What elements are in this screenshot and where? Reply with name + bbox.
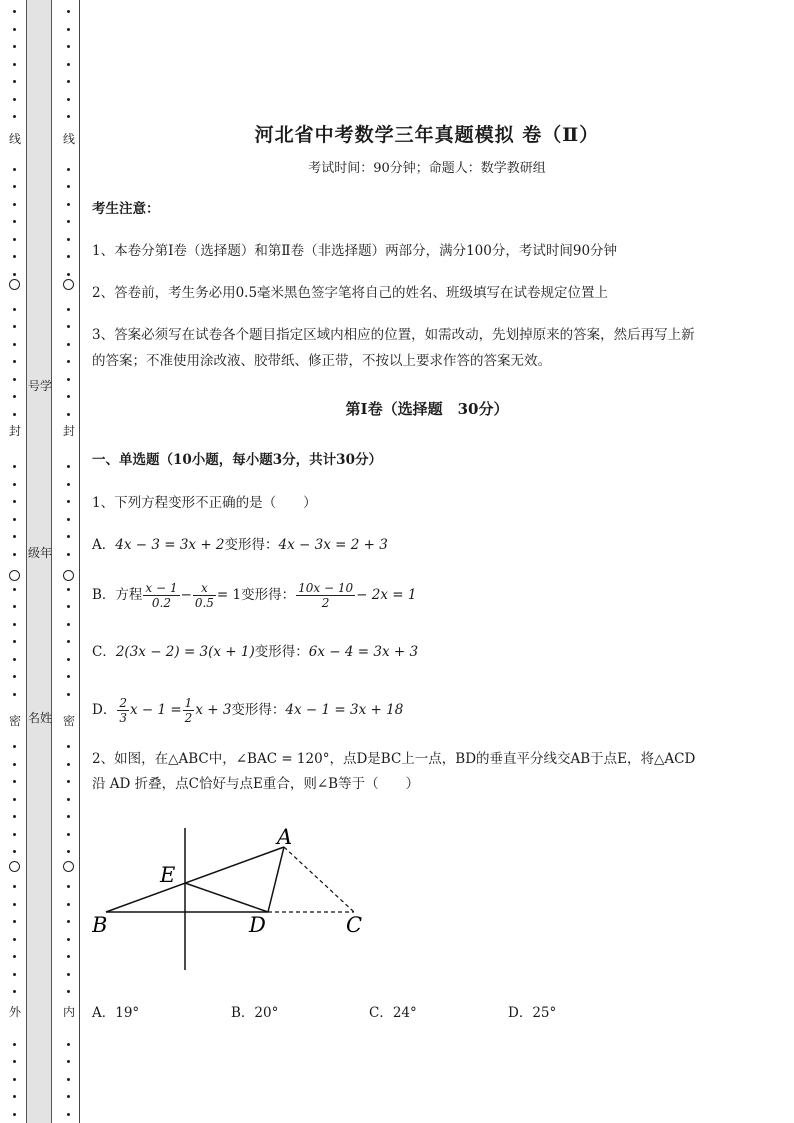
binding-dot (67, 308, 70, 311)
binding-dot (67, 378, 70, 381)
margin-rule (79, 0, 80, 1123)
binding-dot (67, 780, 70, 783)
part1-title: 第Ⅰ卷（选择题 30分） (345, 400, 509, 418)
q1-a-result: 4x − 3x = 2 + 3 (278, 537, 388, 553)
binding-dot (67, 675, 70, 678)
q2-choice-b: B．20° (231, 1005, 279, 1021)
q1-a-label: A． (92, 537, 116, 553)
binding-dot (13, 833, 16, 836)
binding-dot (67, 325, 70, 328)
binding-dot (67, 220, 70, 223)
margin-char-wai: 外 (8, 1005, 21, 1019)
binding-dot (67, 815, 70, 818)
binding-dot (67, 990, 70, 993)
binding-dot (67, 833, 70, 836)
outer-dot-column (8, 0, 22, 1123)
band-label-grade: 级年 (27, 546, 52, 560)
binding-dot (13, 325, 16, 328)
binding-dot (13, 763, 16, 766)
binding-dot (67, 903, 70, 906)
margin-char-xian-inner: 线 (62, 132, 75, 146)
q1-d-mid3: 变形得： (231, 702, 286, 718)
binding-dot (13, 623, 16, 626)
q1-c-mid: 变形得： (254, 644, 309, 660)
binding-dot (67, 850, 70, 853)
binding-circle-mark (9, 570, 20, 581)
binding-dot (13, 413, 16, 416)
binding-dot (67, 1113, 70, 1116)
binding-dot (67, 255, 70, 258)
binding-dot (67, 28, 70, 31)
binding-dot (13, 815, 16, 818)
binding-dot (67, 623, 70, 626)
binding-dot (67, 763, 70, 766)
binding-margin (0, 0, 84, 1123)
triangle-figure (92, 818, 392, 978)
notice-item-1: 1、本卷分第Ⅰ卷（选择题）和第Ⅱ卷（非选择题）两部分，满分100分，考试时间90分钟 (92, 243, 618, 259)
q1-b-frac3-den: 2 (321, 596, 330, 610)
label-d: D (249, 913, 266, 937)
binding-dot (67, 1043, 70, 1046)
margin-char-feng: 封 (8, 424, 21, 438)
q1-d-result: 4x − 1 = 3x + 18 (285, 702, 404, 718)
binding-dot (13, 640, 16, 643)
binding-dot (13, 203, 16, 206)
binding-dot (13, 308, 16, 311)
inner-dot-column (62, 0, 76, 1123)
q1-stem: 1、下列方程变形不正确的是（ ） (92, 495, 317, 511)
binding-dot (67, 640, 70, 643)
binding-dot (13, 693, 16, 696)
binding-dot (67, 465, 70, 468)
binding-dot (67, 483, 70, 486)
binding-dot (67, 745, 70, 748)
margin-char-feng-inner: 封 (62, 424, 75, 438)
q1-d-mid1: x − 1 = (129, 702, 182, 718)
q1-a-equation: 4x − 3 = 3x + 2 (115, 537, 225, 553)
section-heading: 一、单选题（10小题，每小题3分，共计30分） (92, 452, 382, 468)
binding-circle-mark (9, 279, 20, 290)
q1-c-label: C． (92, 644, 116, 660)
binding-dot (67, 1060, 70, 1063)
segment-ac-dashed (284, 847, 354, 912)
binding-dot (13, 28, 16, 31)
binding-dot (67, 98, 70, 101)
margin-char-nei: 内 (62, 1005, 75, 1019)
binding-dot (13, 220, 16, 223)
q1-d-frac1-den: 3 (119, 711, 127, 725)
margin-char-mi-inner: 密 (62, 714, 75, 728)
binding-dot (13, 903, 16, 906)
binding-dot (13, 273, 16, 276)
q2-stem-line2: 沿 AD 折叠，点C恰好与点E重合，则∠B等于（ ） (92, 776, 420, 792)
q1-option-c (92, 639, 418, 665)
binding-dot (13, 80, 16, 83)
q1-b-frac1 (143, 581, 179, 610)
binding-dot (13, 483, 16, 486)
q1-c-equation: 2(3x − 2) = 3(x + 1) (115, 644, 255, 660)
binding-dot (13, 185, 16, 188)
binding-dot (13, 395, 16, 398)
binding-dot (13, 605, 16, 608)
q1-b-label: B．方程 (92, 587, 143, 603)
label-e: E (160, 863, 176, 887)
binding-circle-mark (9, 861, 20, 872)
binding-dot (13, 1043, 16, 1046)
binding-dot (13, 1078, 16, 1081)
binding-circle-mark (63, 570, 74, 581)
binding-dot (67, 343, 70, 346)
q2-stem-line1: 2、如图，在△ABC中，∠BAC = 120°，点D是BC上一点，BD的垂直平分线交AB于点E，将△ACD (92, 751, 696, 767)
binding-dot (67, 45, 70, 48)
binding-dot (67, 920, 70, 923)
binding-circle-mark (63, 279, 74, 290)
segment-ad (268, 847, 284, 912)
q1-b-tail: − 2x = 1 (356, 587, 417, 603)
binding-dot (13, 990, 16, 993)
binding-dot (13, 745, 16, 748)
page-title: 河北省中考数学三年真题模拟 卷（Ⅱ） (254, 124, 600, 146)
binding-dot (67, 938, 70, 941)
binding-dot (67, 605, 70, 608)
binding-dot (13, 955, 16, 958)
q2-choice-d: D．25° (508, 1005, 557, 1021)
binding-dot (13, 798, 16, 801)
binding-dot (67, 395, 70, 398)
band-label-name: 名姓 (27, 711, 52, 725)
binding-dot (67, 413, 70, 416)
binding-circle-mark (63, 861, 74, 872)
binding-dot (13, 465, 16, 468)
segment-ba (106, 847, 284, 912)
q1-b-frac3-num: 10x − 10 (298, 581, 354, 595)
binding-dot (13, 885, 16, 888)
margin-char-mi: 密 (8, 714, 21, 728)
binding-dot (13, 1113, 16, 1116)
q2-choice-a: A．19° (92, 1005, 140, 1021)
binding-dot (67, 115, 70, 118)
binding-dot (13, 588, 16, 591)
binding-dot (13, 938, 16, 941)
binding-dot (13, 658, 16, 661)
binding-dot (67, 273, 70, 276)
binding-dot (67, 535, 70, 538)
binding-dot (67, 973, 70, 976)
q1-b-eq: = 1变形得： (216, 587, 296, 603)
binding-dot (13, 920, 16, 923)
binding-dot (67, 1078, 70, 1081)
binding-dot (67, 63, 70, 66)
q1-option-b (92, 580, 416, 610)
binding-dot (13, 63, 16, 66)
q1-a-mid: 变形得： (224, 537, 279, 553)
q1-b-frac3 (296, 581, 355, 610)
notice-item-2: 2、答卷前，考生务必用0.5毫米黑色签字笔将自己的姓名、班级填写在试卷规定位置上 (92, 285, 609, 301)
exam-info: 考试时间：90分钟；命题人：数学教研组 (308, 161, 546, 176)
binding-dot (67, 885, 70, 888)
q1-option-d (92, 695, 403, 725)
binding-dot (67, 798, 70, 801)
q1-d-frac1 (117, 696, 129, 725)
binding-dot (13, 238, 16, 241)
notice-item-3-cont: 的答案；不准使用涂改液、胶带纸、修正带，不按以上要求作答的答案无效。 (92, 353, 551, 369)
q1-b-frac2-num: x (193, 581, 216, 596)
binding-dot (67, 693, 70, 696)
binding-dot (13, 45, 16, 48)
q1-b-frac2 (193, 581, 216, 610)
q1-d-frac2-num: 1 (184, 696, 193, 710)
binding-dot (13, 675, 16, 678)
binding-dot (67, 80, 70, 83)
student-info-band (26, 0, 52, 1123)
q1-b-frac2-den: 0.5 (194, 596, 214, 610)
binding-dot (67, 185, 70, 188)
binding-dot (67, 238, 70, 241)
notice-item-3: 3、答案必须写在试卷各个题目指定区域内相应的位置，如需改动，先划掉原来的答案，然后再写上新 (92, 327, 695, 343)
binding-dot (13, 98, 16, 101)
q1-d-frac2 (183, 696, 195, 725)
binding-dot (67, 553, 70, 556)
binding-dot (13, 378, 16, 381)
margin-char-xian: 线 (8, 132, 21, 146)
binding-dot (13, 1095, 16, 1098)
binding-dot (67, 168, 70, 171)
q1-d-frac1-num: 2 (119, 696, 127, 710)
binding-dot (67, 203, 70, 206)
binding-dot (13, 535, 16, 538)
binding-dot (67, 10, 70, 13)
q1-option-a (92, 532, 388, 558)
binding-dot (13, 1060, 16, 1063)
q1-b-frac1-num: x − 1 (145, 581, 178, 595)
binding-dot (67, 500, 70, 503)
binding-dot (13, 168, 16, 171)
binding-dot (67, 955, 70, 958)
label-c: C (346, 913, 363, 937)
binding-dot (13, 255, 16, 258)
binding-dot (67, 1095, 70, 1098)
q1-d-frac2-den: 2 (184, 711, 193, 725)
binding-dot (13, 780, 16, 783)
notice-heading: 考生注意： (92, 201, 160, 217)
binding-dot (13, 850, 16, 853)
binding-dot (13, 115, 16, 118)
binding-dot (67, 360, 70, 363)
q1-c-result: 6x − 4 = 3x + 3 (308, 644, 419, 660)
binding-dot (67, 658, 70, 661)
q1-b-frac1-den: 0.2 (151, 596, 172, 610)
binding-dot (13, 343, 16, 346)
binding-dot (13, 518, 16, 521)
binding-dot (13, 973, 16, 976)
binding-dot (67, 588, 70, 591)
binding-dot (13, 360, 16, 363)
band-label-student-no: 号学 (27, 379, 52, 393)
label-b: B (92, 913, 108, 937)
q1-b-minus: − (180, 587, 192, 603)
q2-choice-c: C．24° (369, 1005, 417, 1021)
binding-dot (13, 500, 16, 503)
binding-dot (67, 518, 70, 521)
binding-dot (13, 553, 16, 556)
binding-dot (13, 10, 16, 13)
segment-ed (185, 883, 268, 912)
label-a: A (277, 825, 293, 849)
q1-d-label: D． (92, 702, 117, 718)
q1-d-mid2: x + 3 (195, 702, 232, 718)
